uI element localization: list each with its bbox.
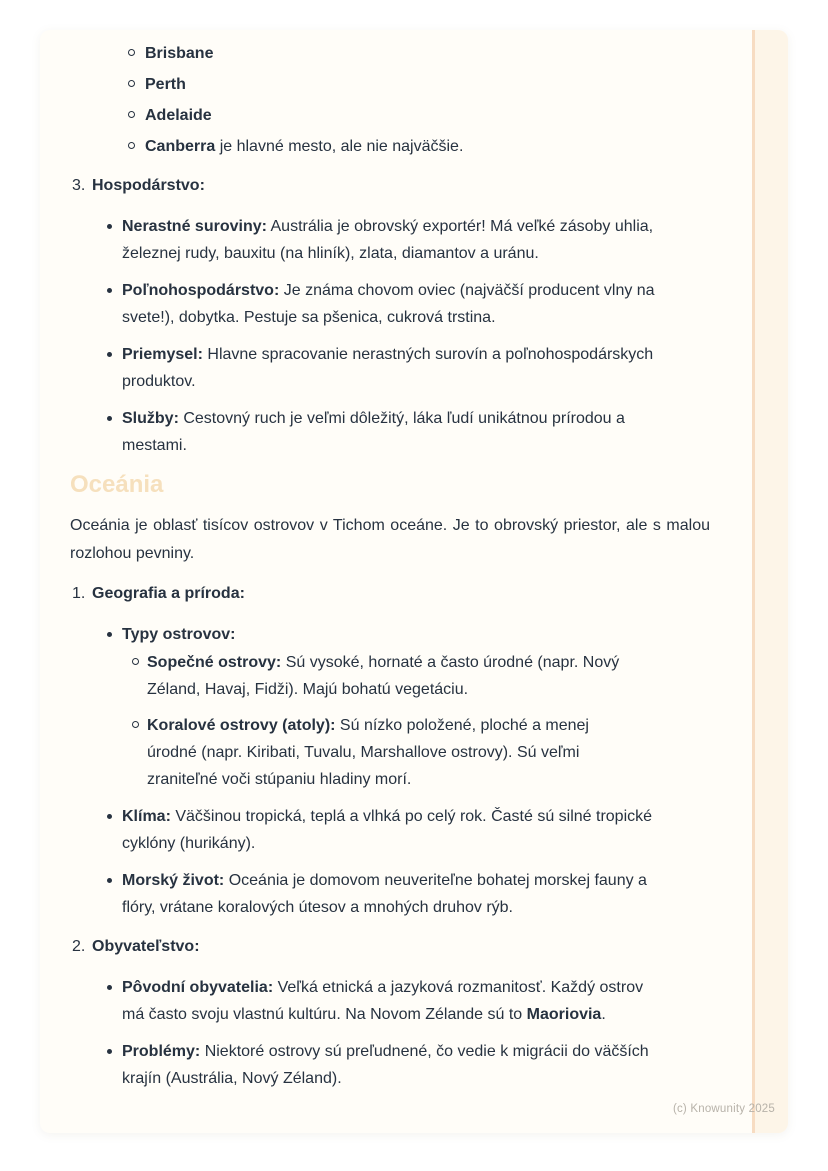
list-item [70,867,749,921]
bullet-list [70,213,749,459]
list-item-text [122,405,667,459]
list-item-text [122,974,667,1028]
circle-bullet-list [70,40,749,160]
bold-label: Pôvodní obyvatelia: [122,979,274,996]
list-item-text [122,213,667,267]
list-item-text [122,621,637,793]
list-item [70,133,749,160]
list-item [122,712,637,793]
bullet-dot-icon [107,224,112,229]
paragraph: Oceánia je oblasť tisícov ostrovov v Tichom oceáne. Je to obrovský priestor, ale s malou rozlohou pevniny. [70,517,710,562]
bullet-dot-icon [107,878,112,883]
list-item-text [145,71,186,98]
text-run: Sú vysoké, hornaté a často úrodné (napr. Nový Zéland, Havaj, Fidži). Majú bohatú vegetáciu. [147,654,620,698]
bullet-dot-icon [107,985,112,990]
bold-label: Typy ostrovov: [122,626,236,643]
bold-label: Perth [145,76,186,93]
bullet-circle-icon [128,49,135,56]
list-item-text [122,1038,667,1092]
bold-label: Nerastné suroviny: [122,218,267,235]
text-run: Cestovný ruch je veľmi dôležitý, láka ľudí unikátnou prírodou a mestami. [122,410,625,454]
list-number: 1. [72,585,86,602]
numbered-list-item [70,933,749,960]
list-number: 3. [72,177,86,194]
list-item [70,803,749,857]
bullet-list [70,621,749,921]
text-run: je hlavné mesto, ale nie najväčšie. [215,138,464,155]
bold-label: Adelaide [145,107,212,124]
list-item [70,102,749,129]
bold-label: Sopečné ostrovy: [147,654,282,671]
list-item [70,71,749,98]
list-item-text [122,803,667,857]
page-edge-strip [752,30,788,1133]
text-run: Austrália je obrovský exportér! Má veľké zásoby uhlia, železnej rudy, bauxitu (na hliník), zlata, diamantov a uránu. [122,218,654,262]
bullet-circle-icon [132,721,139,728]
list-item-text [122,277,667,331]
bold-label: Klíma: [122,808,171,825]
bullet-circle-icon [128,111,135,118]
list-item-text [122,341,667,395]
bullet-dot-icon [107,288,112,293]
bold-label: Služby: [122,410,179,427]
bold-label: Geografia a príroda: [92,585,245,602]
bullet-circle-icon [128,80,135,87]
text-run: Je známa chovom oviec (najväčší producent vlny na svete!), dobytka. Pestuje sa pšenica, cukrová trstina. [122,282,655,326]
bold-label: Maoriovia [526,1006,602,1023]
bullet-dot-icon [107,1049,112,1054]
document-page [40,30,788,1133]
bullet-dot-icon [107,814,112,819]
list-item-text [147,712,637,793]
list-item-text [92,172,205,199]
bullet-dot-icon [107,352,112,357]
list-item [70,621,749,793]
list-item-text [92,580,245,607]
bullet-circle-icon [128,142,135,149]
text-run: Sú nízko položené, ploché a menej úrodné (napr. Kiribati, Tuvalu, Marshallove ostrovy). Sú veľmi zraniteľné voči stúpaniu hladiny morí. [147,717,589,788]
bold-label: Poľnohospodárstvo: [122,282,280,299]
section-heading: Oceánia [70,471,164,498]
bullet-list [70,974,749,1092]
list-item [70,213,749,267]
list-item [122,649,637,703]
list-item [70,1038,749,1092]
bullet-dot-icon [107,416,112,421]
text-run: Oceánia je domovom neuveriteľne bohatej morskej fauny a flóry, vrátane koralových útesov a mnohých druhov rýb. [122,872,647,916]
bullet-circle-icon [132,658,139,665]
document-content [40,30,749,1133]
numbered-list-item [70,172,749,199]
list-item-text [145,102,212,129]
text-run: . [601,1006,606,1023]
bold-label: Koralové ostrovy (atoly): [147,717,336,734]
numbered-list-item [70,580,749,607]
bullet-dot-icon [107,632,112,637]
list-number: 2. [72,938,86,955]
text-run: Niektoré ostrovy sú preľudnené, čo vedie k migrácii do väčších krajín (Austrália, Nový Zéland). [122,1043,649,1087]
list-item-text [92,933,200,960]
list-item [70,341,749,395]
bold-label: Hospodárstvo: [92,177,205,194]
list-item-text [147,649,637,703]
bold-label: Morský život: [122,872,225,889]
nested-list [122,649,637,793]
text-run: Väčšinou tropická, teplá a vlhká po celý rok. Časté sú silné tropické cyklóny (hurikány). [122,808,653,852]
text-run: Hlavne spracovanie nerastných surovín a poľnohospodárskych produktov. [122,346,654,390]
bold-label: Canberra [145,138,216,155]
bold-label: Brisbane [145,45,214,62]
list-item [70,405,749,459]
bold-label: Problémy: [122,1043,201,1060]
list-item-text [145,40,213,67]
list-item-text [145,133,463,160]
bold-label: Priemysel: [122,346,203,363]
text-run: Veľká etnická a jazyková rozmanitosť. Každý ostrov má často svoju vlastnú kultúru. Na Novom Zélande sú to [122,979,644,1023]
bold-label: Obyvateľstvo: [92,938,200,955]
watermark: (c) Knowunity 2025 [672,1103,775,1115]
list-item [70,277,749,331]
list-item [70,974,749,1028]
list-item-text [122,867,667,921]
list-item [70,40,749,67]
